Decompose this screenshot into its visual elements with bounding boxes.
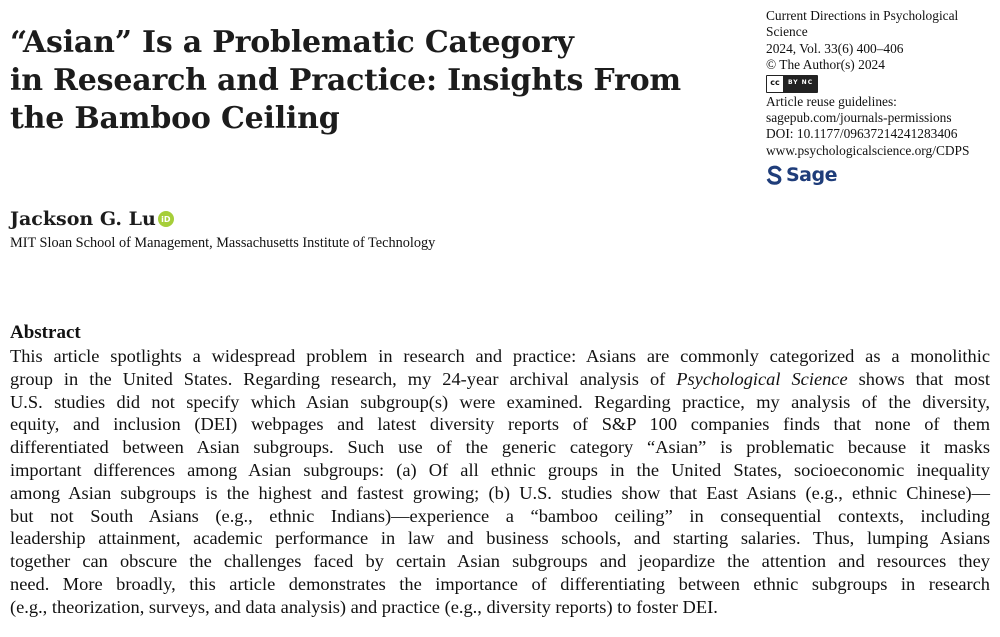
abstract-line: important differences among Asian subgroups: (a) Of all ethnic groups in the United States, socioeconomic inequality [10, 459, 990, 480]
abstract-heading: Abstract [10, 322, 81, 343]
abstract-line: but not South Asians (e.g., ethnic Indians)—experience a “bamboo ceiling” in consequential contexts, including [10, 505, 990, 526]
abstract-line: U.S. studies did not specify which Asian subgroup(s) were examined. Regarding practice, my analysis of the diversity, [10, 391, 990, 412]
sage-s-icon [766, 165, 783, 185]
cc-icon: cc [767, 76, 784, 92]
abstract-body [10, 345, 990, 619]
copyright: © The Author(s) 2024 [766, 57, 885, 73]
sage-logo [766, 165, 996, 185]
abstract-line: group in the United States. Regarding research, my 24-year archival analysis of Psychological Science shows that most [10, 368, 990, 389]
journal-website[interactable]: www.psychologicalscience.org/CDPS [766, 142, 970, 158]
abstract-line: together can obscure the challenges faced by certain Asian subgroups and jeopardize the attention and resources they [10, 551, 990, 572]
abstract-line: leadership attainment, academic performance in law and business schools, and starting salaries. Thus, lumping Asians [10, 528, 990, 549]
cc-by-nc-icon [766, 75, 818, 93]
title-line: the Bamboo Ceiling [10, 101, 340, 136]
abstract-line: among Asian subgroups is the highest and fastest growing; (b) U.S. studies show that East Asians (e.g., ethnic Chinese)— [10, 482, 990, 503]
journal-name-cont: Science [766, 24, 808, 40]
article-title [10, 24, 710, 138]
author-line [10, 208, 174, 230]
volume-info: 2024, Vol. 33(6) 400–406 [766, 40, 904, 56]
title-line: in Research and Practice: Insights From [10, 63, 681, 98]
author-name: Jackson G. Lu [10, 208, 156, 230]
abstract-line: This article spotlights a widespread problem in research and practice: Asians are commonly categorized as a monolithic [10, 346, 990, 366]
license-badge [766, 75, 996, 93]
journal-metadata [766, 8, 996, 185]
journal-title-italic: Psychological Science [676, 368, 848, 389]
reuse-label: Article reuse guidelines: [766, 93, 897, 109]
reuse-link[interactable]: sagepub.com/journals-permissions [766, 110, 952, 126]
abstract-line: (e.g., theorization, surveys, and data analysis) and practice (e.g., diversity reports) to foster DEI. [10, 596, 718, 617]
author-affiliation: MIT Sloan School of Management, Massachusetts Institute of Technology [10, 235, 436, 251]
publisher-name: Sage [786, 164, 837, 187]
abstract-line: equity, and inclusion (DEI) webpages and latest diversity reports of S&P 100 companies finds that none of them [10, 414, 990, 435]
title-line: “Asian” Is a Problematic Category [10, 25, 574, 60]
abstract-line: differentiated between Asian subgroups. Such use of the generic category “Asian” is problematic because it masks [10, 437, 990, 458]
license-text: BY NC [784, 76, 817, 92]
orcid-icon[interactable]: iD [158, 211, 174, 227]
abstract-line: need. More broadly, this article demonstrates the importance of differentiating between ethnic subgroups in research [10, 573, 990, 594]
doi[interactable]: DOI: 10.1177/09637214241283406 [766, 126, 958, 142]
journal-name: Current Directions in Psychological [766, 8, 959, 23]
